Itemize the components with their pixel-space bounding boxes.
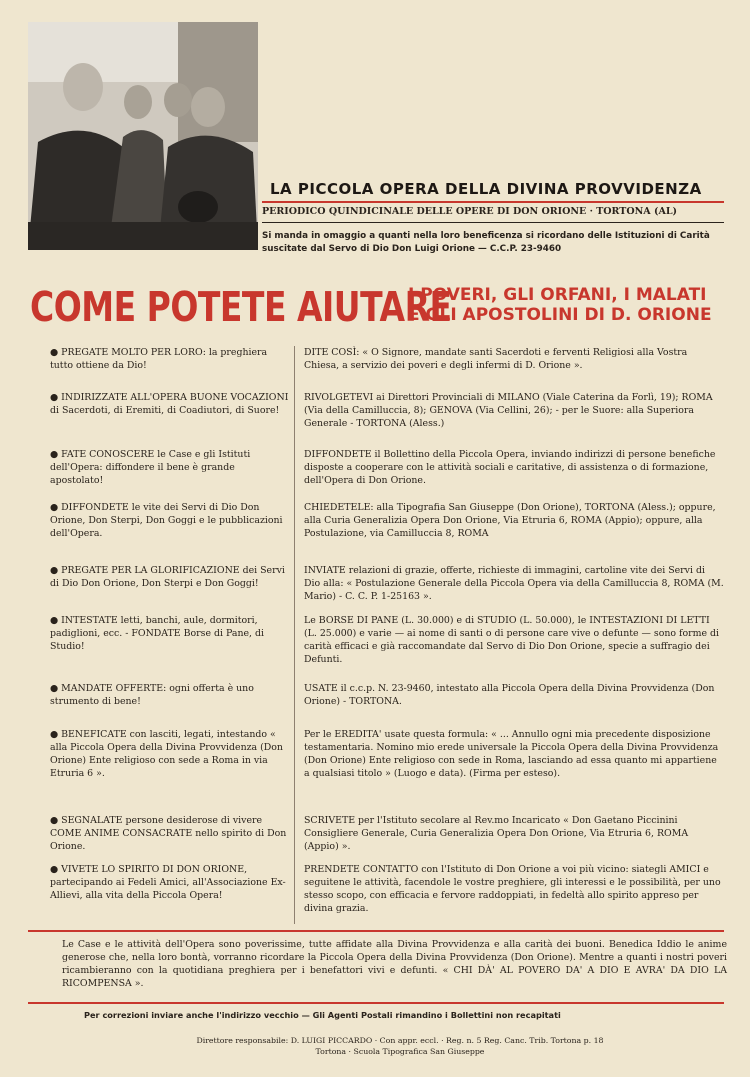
right-item: USATE il c.c.p. N. 23-9460, intestato alla Piccola Opera della Divina Provvidenza (Don Orione) - TORTONA. (304, 683, 715, 707)
correction-note: Per correzioni inviare anche l'indirizzo vecchio — Gli Agenti Postali rimandino i Bollettini non recapitati (84, 1010, 561, 1020)
right-item: CHIEDETELE: alla Tipografia San Giuseppe (Don Orione), TORTONA (Aless.); oppure, alla Curia Generalizia Opera Don Orione, Via Etruria 6, ROMA (Appio); oppure, alla Postulazione, via Camilluccia 8, ROMA (304, 502, 716, 539)
left-item: ● DIFFONDETE le vite dei Servi di Dio Don Orione, Don Sterpi, Don Goggi e le pubblicazioni dell'Opera. (50, 502, 283, 539)
masthead-description: Si manda in omaggio a quanti nella loro beneficenza si ricordano delle Istituzioni di Carità suscitate dal Servo di Dio Don Luigi Orione — C.C.P. 23-9460 (262, 231, 710, 254)
imprint (100, 1035, 700, 1057)
closing-bottom-rule (28, 1002, 724, 1004)
masthead-dark-rule (262, 222, 724, 223)
right-item: DITE COSÌ: « O Signore, mandate santi Sacerdoti e ferventi Religiosi alla Vostra Chiesa, a servizio dei poveri e degli infermi di D. Orione ». (304, 347, 688, 371)
right-item: Le BORSE DI PANE (L. 30.000) e di STUDIO (L. 50.000), le INTESTAZIONI DI LETTI (L. 25.000) e varie — ai nome di santi o di persone care vive o defunte — sono forme di carità efficaci e già raccomandate dal Servo di Dio Don Orione, specie a suffragio dei Defunti. (304, 615, 720, 665)
imprint-line1: Direttore responsabile: D. LUIGI PICCARDO · Con appr. eccl. · Reg. n. 5 Reg. Canc. Trib. Tortona p. 18 (196, 1036, 604, 1045)
right-item: PRENDETE CONTATTO con l'Istituto di Don Orione a voi più vicino: siategli AMICI e seguitene le attività, facendole le vostre preghiere, gli interessi e le possibilità, per uno stesso scopo, con efficacia e fervore raddoppiati, in fedeltà allo spirito appreso per divina grazia. (304, 864, 721, 914)
masthead-title: LA PICCOLA OPERA DELLA DIVINA PROVVIDENZA (270, 180, 702, 198)
closing-top-rule (28, 930, 724, 932)
masthead-subtitle: PERIODICO QUINDICINALE DELLE OPERE DI DON ORIONE · TORTONA (AL) (262, 206, 678, 217)
imprint-line2: Tortona · Scuola Tipografica San Giuseppe (315, 1047, 485, 1056)
group-photo-image (28, 22, 258, 250)
left-item: ● VIVETE LO SPIRITO DI DON ORIONE, partecipando ai Fedeli Amici, all'Associazione Ex-Allievi, alla vita della Piccola Opera! (50, 864, 286, 901)
column-divider (294, 346, 295, 924)
right-item: RIVOLGETEVI ai Direttori Provinciali di MILANO (Viale Caterina da Forlì, 19); ROMA (Via della Camilluccia, 8); GENOVA (Via Cellini, 26); - per le Suore: alla Superiora Generale - TORTONA (Aless.) (304, 392, 713, 429)
left-item: ● SEGNALATE persone desiderose di vivere COME ANIME CONSACRATE nello spirito di Don Orione. (50, 815, 287, 852)
right-item: Per le EREDITA' usate questa formula: « ... Annullo ogni mia precedente disposizione testamentaria. Nomino mio erede universale la Piccola Opera della Divina Provvidenza (Don Orione) Ente religioso con sede in Roma, lasciando ad essa quanto mi appartiene a qualsiasi titolo » (Luogo e data). (Firma per esteso). (304, 729, 719, 779)
left-item: ● FATE CONOSCERE le Case e gli Istituti dell'Opera: diffondere il bene è grande apostolato! (50, 449, 251, 486)
left-item: ● INDIRIZZATE ALL'OPERA BUONE VOCAZIONI di Sacerdoti, di Eremiti, di Coadiutori, di Suore! (50, 392, 289, 416)
side-headline (408, 285, 728, 325)
left-item: ● INTESTATE letti, banchi, aule, dormitori, padiglioni, ecc. - FONDATE Borse di Pane, di Studio! (50, 615, 264, 652)
left-item: ● MANDATE OFFERTE: ogni offerta è uno strumento di bene! (50, 683, 254, 707)
left-item: ● PREGATE MOLTO PER LORO: la preghiera tutto ottiene da Dio! (50, 347, 268, 371)
left-item: ● PREGATE PER LA GLORIFICAZIONE dei Servi di Dio Don Orione, Don Sterpi e Don Goggi! (50, 565, 285, 589)
side-headline-line1: I POVERI, GLI ORFANI, I MALATI (408, 285, 707, 305)
masthead-photo (28, 22, 258, 250)
closing-paragraph: Le Case e le attività dell'Opera sono poverissime, tutte affidate alla Divina Provvidenza e alla carità dei buoni. Benedica Iddio le anime generose che, nella loro bontà, vorranno ricordare la Piccola Opera della Divina Provvidenza (Don Orione). Mentre a quanti i nostri poveri ricambieranno con la quotidiana preghiera per i benefattori vivi e defunti. « CHI DÀ' AL POVERO DA' A DIO E AVRA' DA DIO LA RICOMPENSA ». (62, 939, 727, 989)
side-headline-line2: E GLI APOSTOLINI DI D. ORIONE (408, 305, 712, 325)
right-item: SCRIVETE per l'Istituto secolare al Rev.mo Incaricato « Don Gaetano Piccinini Consigliere Generale, Curia Generalizia Opera Don Orione, Via Etruria 6, ROMA (Appio) ». (304, 815, 689, 852)
masthead-red-rule (262, 201, 724, 203)
left-item: ● BENEFICATE con lasciti, legati, intestando « alla Piccola Opera della Divina Provvidenza (Don Orione) Ente religioso con sede a Roma in via Etruria 6 ». (50, 729, 283, 779)
main-headline: COME POTETE AIUTARE (30, 282, 452, 331)
right-item: INVIATE relazioni di grazie, offerte, richieste di immagini, cartoline vite dei Servi di Dio alla: « Postulazione Generale della Piccola Opera via della Camilluccia 8, ROMA (M. Mario) - C. C. P. 1-25163 ». (304, 565, 724, 602)
right-item: DIFFONDETE il Bollettino della Piccola Opera, inviando indirizzi di persone benefiche disposte a cooperare con le attività sociali e caritative, di assistenza o di formazione, dell'Opera di Don Orione. (304, 449, 716, 486)
